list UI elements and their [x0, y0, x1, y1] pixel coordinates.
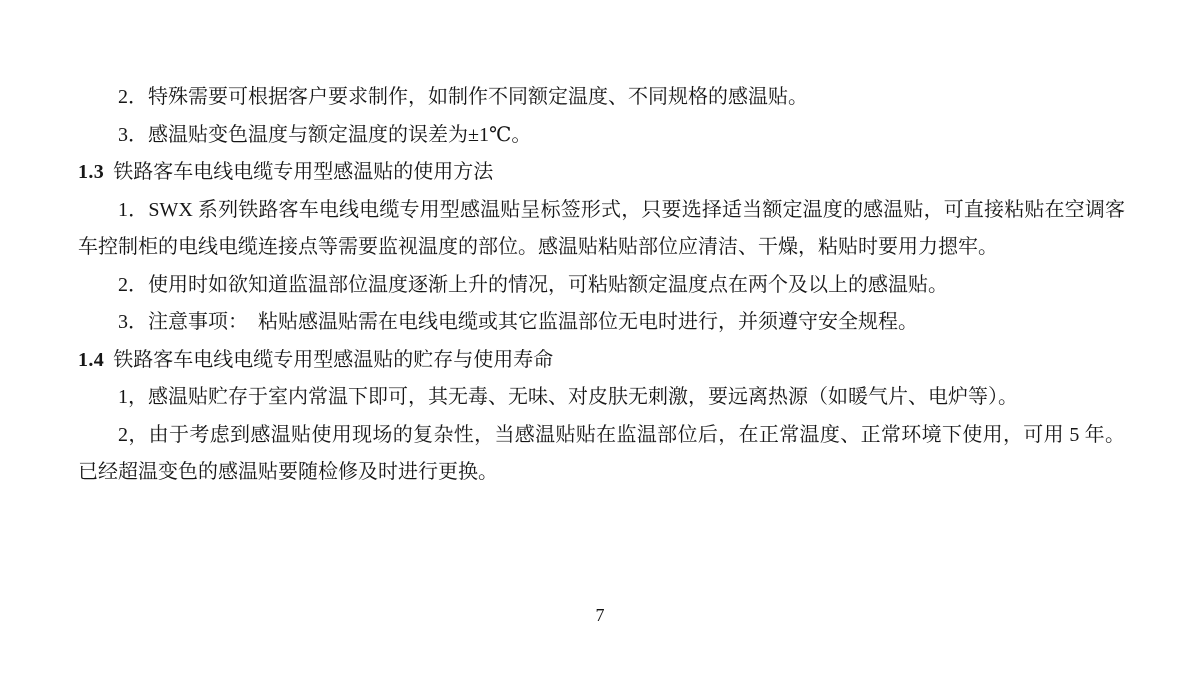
list-item: 3．感温贴变色温度与额定温度的误差为±1℃。: [118, 123, 532, 146]
section-number: 1.3: [78, 161, 105, 183]
section-title: 铁路客车电线电缆专用型感温贴的贮存与使用寿命: [113, 348, 554, 371]
list-item: 3．注意事项： 粘贴感温贴需在电线电缆或其它监温部位无电时进行，并须遵守安全规程。: [118, 311, 918, 333]
section-heading-1-4: [78, 342, 1125, 380]
list-item: 2．使用时如欲知道监温部位温度逐渐上升的情况，可粘贴额定温度点在两个及以上的感温贴。: [118, 273, 948, 296]
page-number: 7: [595, 605, 605, 625]
list-item: 1，感温贴贮存于室内常温下即可，其无毒、无味、对皮肤无刺激，要远离热源（如暖气片、电炉等）。: [118, 386, 1018, 408]
list-item: 2．特殊需要可根据客户要求制作，如制作不同额定温度、不同规格的感温贴。: [118, 86, 808, 108]
section-number: 1.4: [78, 348, 105, 371]
section-heading-1-3: [78, 154, 1125, 192]
paragraph: 2，由于考虑到感温贴使用现场的复杂性，当感温贴贴在监温部位后，在正常温度、正常环境下使用，可用 5 年。已经超温变色的感温贴要随检修及时进行更换。: [78, 423, 1125, 483]
document-content: [78, 79, 1125, 492]
paragraph: 1．SWX 系列铁路客车电线电缆专用型感温贴呈标签形式，只要选择适当额定温度的感温贴，可直接粘贴在空调客车控制柜的电线电缆连接点等需要监视温度的部位。感温贴粘贴部位应清洁、干燥，粘贴时要用力摁牢。: [78, 198, 1125, 258]
section-title: 铁路客车电线电缆专用型感温贴的使用方法: [113, 161, 494, 183]
